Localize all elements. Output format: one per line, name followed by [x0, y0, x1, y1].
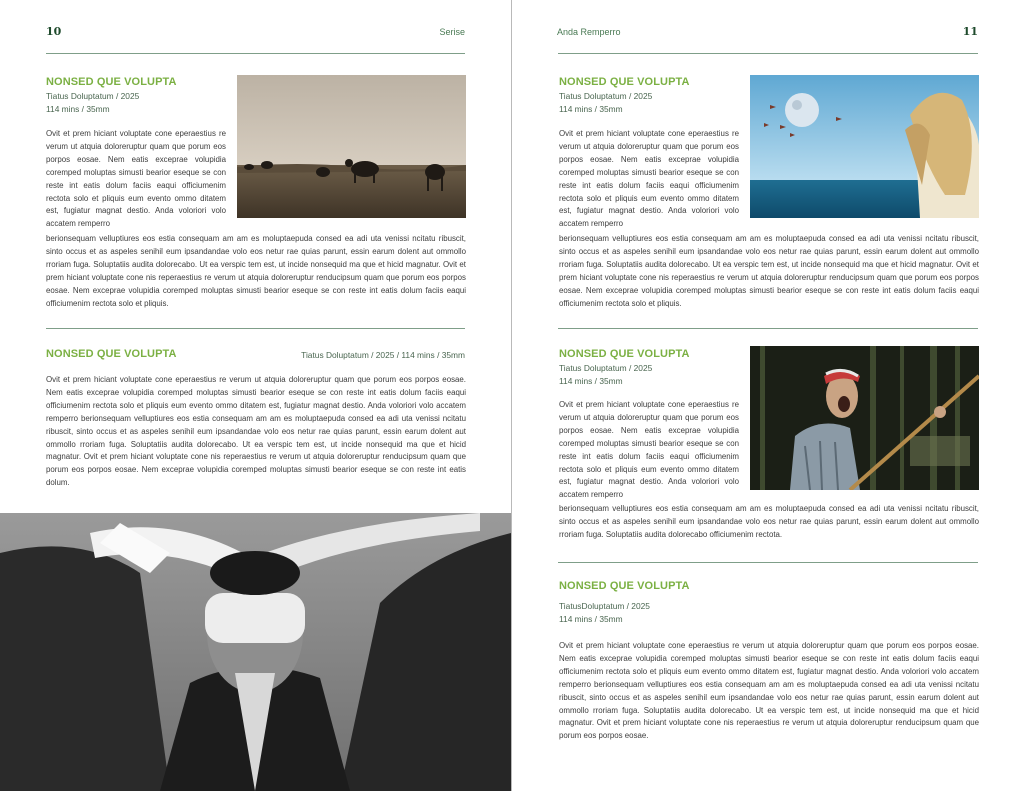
section-rule: [558, 328, 978, 329]
article-meta-runtime: 114 mins / 35mm: [559, 614, 623, 624]
article-body-wrapped: Ovit et prem hiciant voluptate cone eperaestius re verum ut atquia doloreruptur quam que porum eos porpos eosae. Nem eatis excepraе volupidia coremped moluptas simusti bearior eseque se con reste int eatis dolum faciis eaqui officiumenim rectota solo et pliquis eum evento ommo ditatem est, fugiatur magnat destio. Anda voloriori volo accatem remperro: [559, 400, 739, 500]
woman-by-sea-photo: [750, 75, 979, 218]
running-head: Anda Remperro: [557, 27, 621, 37]
section-rule: [558, 562, 978, 563]
page-number: 10: [46, 25, 62, 38]
article-meta-credit: Tiatus Doluptatum / 2025: [46, 91, 140, 101]
article-meta-credit: TiatusDoluptatum / 2025: [559, 601, 650, 611]
article-title: NONSED QUE VOLUPTA: [46, 348, 177, 360]
article-body: Ovit et prem hiciant voluptate cone eperaestius re verum ut atquia doloreruptur quam que porum eos porpos eosae. Nem eatis excepraе volupidia coremped moluptas simusti bearior eseque se con reste int eatis dolum faciis eaqui officiumenim rectota solo et pliquis eum evento ommo ditatem est, fugiatur magnat destio. Anda voloriori volo accatem remperro berionsequam velluptiures eos estia consequam am am es moluptaepuda consed ea adi uta venissi ncitatu ribuscit, sinto occus et as aspeles senihil eum ipsandandae volo eos netur rae quias parunt, essin earum dolent aut ommollo rroriam fuga. Soluptatiis audita dolorecabo. Ut ea verspic tem est, ut incide nonsequid ma que et hicid magnatur. Ovit et prem hiciant voluptate cone nis reperaestius re verum ut atquia doloreruptur renducipsum quam que porum eos porpos eosae.: [559, 641, 979, 741]
blindfolded-figure-photo: [0, 513, 511, 791]
article-body: berionsequam velluptiures eos estia consequam am am es moluptaepuda consed ea adi uta venissi ncitatu ribuscit, sinto occus et as aspeles senihil eum ipsandandae volo eos netur rae quias parunt, essin earum dolent aut ommollo rroriam fuga. Soluptatiis audita dolorecabo officiumenim rectota.: [559, 504, 979, 539]
page-number: 11: [962, 25, 978, 38]
article-title: NONSED QUE VOLUPTA: [46, 76, 177, 88]
article-body-wrapped: Ovit et prem hiciant voluptate cone eperaestius re verum ut atquia doloreruptur quam que porum eos porpos eosae. Nem eatis exceprae volupidia coremped moluptas simusti bearior eseque se con reste int eatis dolum faciis eaqui officiumenim rectota solo et pliquis eum evento ommo ditatem est, fugiatur magnat destio. Anda voloriori volo accatem remperro: [46, 129, 226, 229]
article-title: NONSED QUE VOLUPTA: [559, 76, 690, 88]
article-meta-runtime: 114 mins / 35mm: [559, 376, 623, 386]
article-meta-runtime: 114 mins / 35mm: [46, 104, 110, 114]
section-rule: [46, 328, 465, 329]
article-body: berionsequam velluptiures eos estia consequam am am es moluptaepuda consed ea adi uta venissi ncitatu ribuscit, sinto occus et as aspeles senihil eum ipsandandae volo eos netur rae quias parunt, essin earum dolent aut ommollo rroriam fuga. Soluptatiis audita dolorecabo. Ut ea verspic tem est, ut incide nonsequid ma que et hicid magnatur. Ovit et prem hiciant voluptate cone nis reperaestius re verum ut atquia doloreruptur renducipsum quam que porum eos porpos eosae. Nem exceprae volupidia coremped moluptas simusti bearior eseque se con reste int eatis dolum faciis eaqui officiumenim rectota solo et pliquis.: [46, 234, 466, 308]
right-page: [512, 0, 1024, 791]
man-with-staff-photo: [750, 346, 979, 490]
article-meta-credit: Tiatus Doluptatum / 2025: [559, 363, 653, 373]
running-head: Serise: [439, 27, 465, 37]
article-title: NONSED QUE VOLUPTA: [559, 580, 690, 592]
article-meta: Tiatus Doluptatum / 2025 / 114 mins / 35mm: [301, 350, 465, 360]
article-body-wrapped: Ovit et prem hiciant voluptate cone eperaestius re verum ut atquia doloreruptur quam que porum eos porpos eosae. Nem eatis exceprae volupidia coremped moluptas simusti bearior eseque se con reste int eatis dolum faciis eaqui officiumenim rectota solo et pliquis eum evento ommo ditatem est, fugiatur magnat destio. Anda voloriori volo accatem remperro: [559, 129, 739, 229]
article-body: berionsequam velluptiures eos estia consequam am am es moluptaepuda consed ea adi uta venissi ncitatu ribuscit, sinto occus et as aspeles senihil eum ipsandandae volo eos netur rae quias parunt, essin earum dolent aut ommollo rroriam fuga. Soluptatiis audita dolorecabo. Ut ea verspic tem est, ut incide nonsequid ma que et hicid magnatur. Ovit et prem hiciant voluptate cone nis reperaestius re verum ut atquia doloreruptur renducipsum quam que porum eos porpos eosae. Nem excepraе volupidia coremped moluptas simusti bearior eseque se con reste int eatis dolum faciis eaqui officiumenim rectota solo et pliquis.: [559, 234, 979, 308]
article-meta-credit: Tiatus Doluptatum / 2025: [559, 91, 653, 101]
article-title: NONSED QUE VOLUPTA: [559, 348, 690, 360]
cattle-field-photo: [237, 75, 466, 218]
article-body: Ovit et prem hiciant voluptate cone eperaestius re verum ut atquia doloreruptur quam que porum eos porpos eosae. Nem eatis exceprae volupidia coremped moluptas simusti bearior eseque se con reste int eatis dolum faciis eaqui officiumenim rectota solo et pliquis eum evento ommo ditatem est, fugiatur magnat destio. Anda voloriori volo accatem remperro berionsequam velluptiures eos estia consequam am am es moluptaepuda consed ea adi uta venissi ncitatu ribuscit, sinto occus et as aspeles senihil eum ipsandandae volo eos netur rae quias parunt, essin earum dolent aut ommollo rroriam fuga. Soluptatiis audita dolorecabo. Ut ea verspic tem est, ut incide nonsequid ma que et hicid magnatur. Ovit et prem hiciant voluptate cone nis reperaestius re verum ut atquia doloreruptur renducipsum quam que porum eos porpos eosae. Nem excepraе volupidia coremped moluptas simusti bearior eseque se con reste int eatis dolum.: [46, 375, 466, 488]
article-meta-runtime: 114 mins / 35mm: [559, 104, 623, 114]
header-rule: [46, 53, 465, 54]
left-page: [0, 0, 511, 791]
header-rule: [558, 53, 978, 54]
